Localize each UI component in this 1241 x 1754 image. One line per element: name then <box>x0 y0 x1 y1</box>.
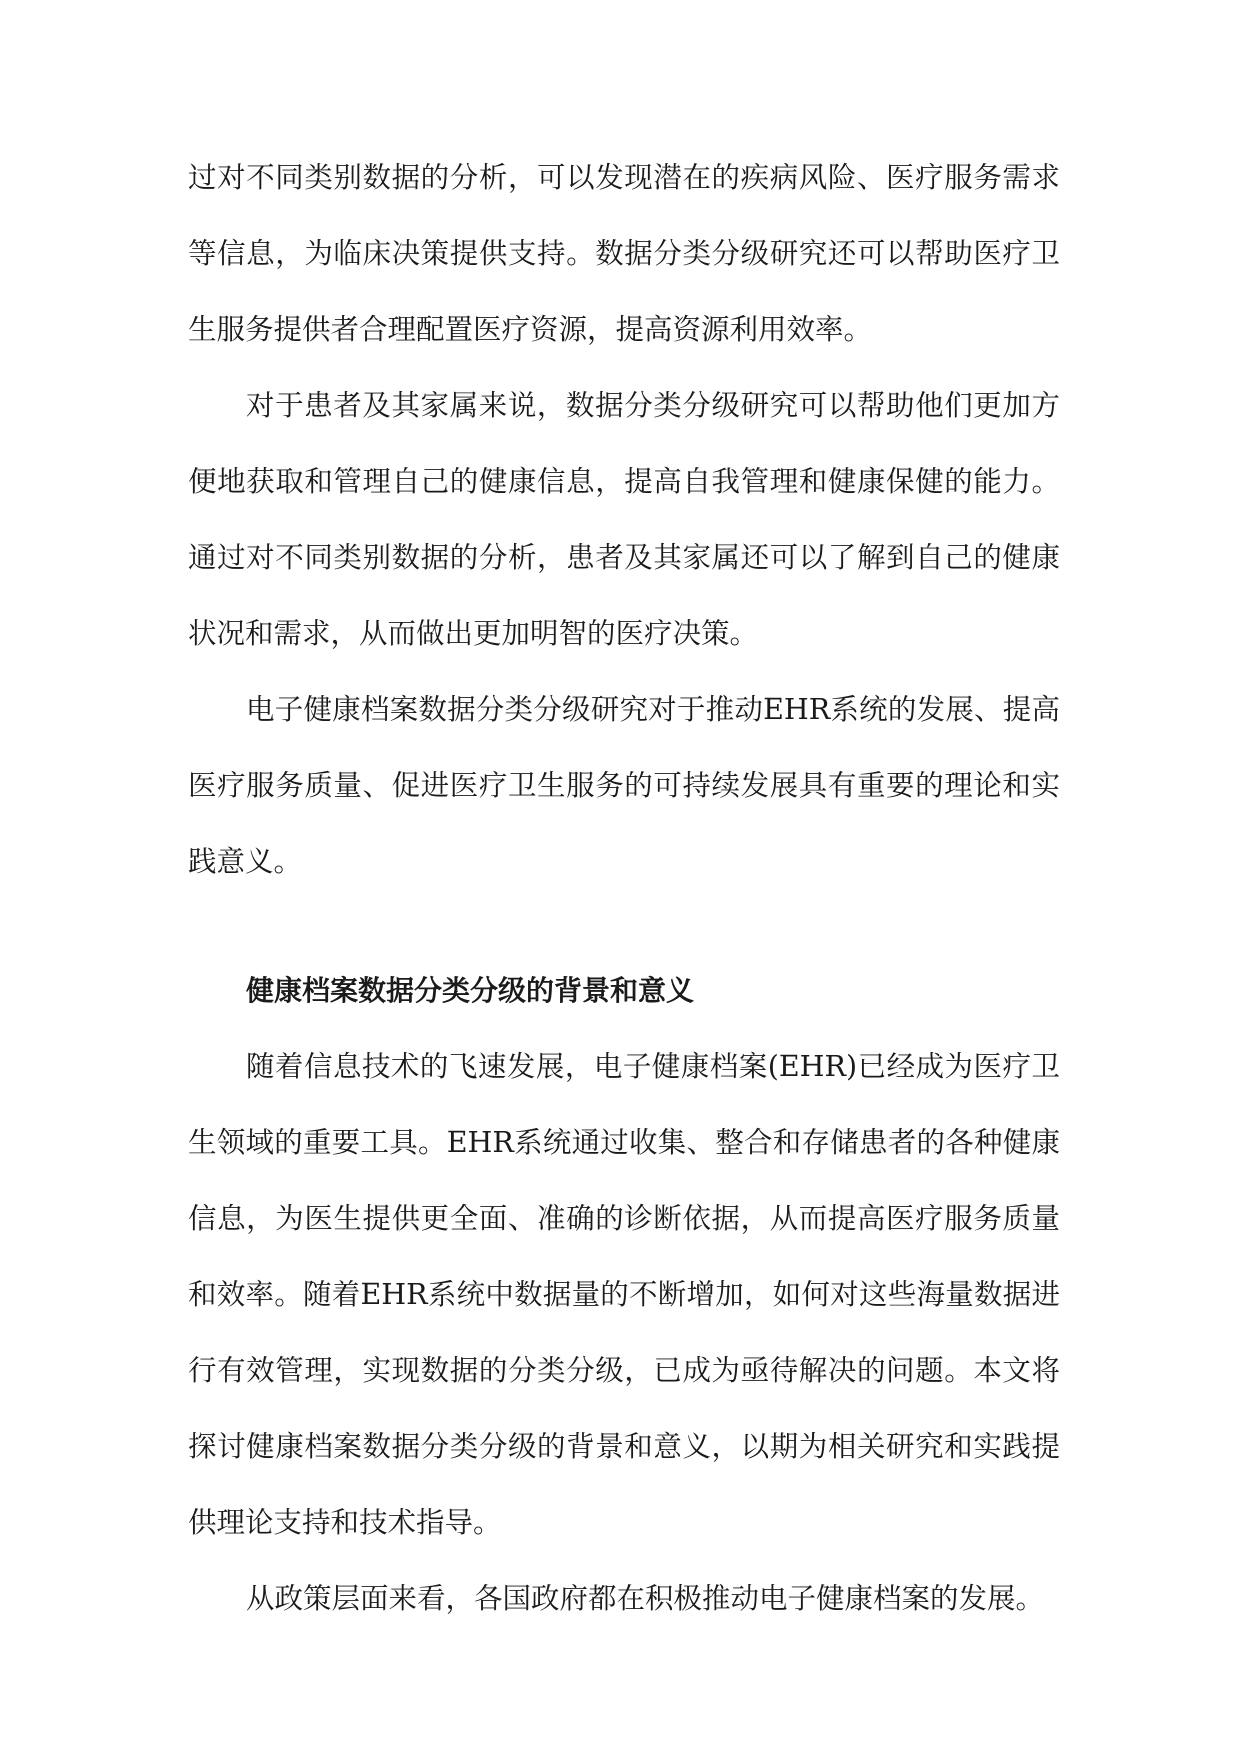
paragraph-background: 随着信息技术的飞速发展，电子健康档案(EHR)已经成为医疗卫生领域的重要工具。EHR系统通过收集、整合和存储患者的各种健康信息，为医生提供更全面、准确的诊断依据，从而提高医疗服务质量和效率。随着EHR系统中数据量的不断增加，如何对这些海量数据进行有效管理，实现数据的分类分级，已成为亟待解决的问题。本文将探讨健康档案数据分类分级的背景和意义，以期为相关研究和实践提供理论支持和技术指导。 <box>188 1050 1060 1539</box>
section-gap <box>188 900 1060 953</box>
section-heading: 健康档案数据分类分级的背景和意义 <box>246 974 695 1007</box>
paragraph-policy: 从政策层面来看，各国政府都在积极推动电子健康档案的发展。 <box>246 1582 1045 1615</box>
document-body <box>188 140 1060 1637</box>
paragraph-significance: 电子健康档案数据分类分级研究对于推动EHR系统的发展、提高医疗服务质量、促进医疗卫生服务的可持续发展具有重要的理论和实践意义。 <box>188 693 1060 878</box>
paragraph-patients: 对于患者及其家属来说，数据分类分级研究可以帮助他们更加方便地获取和管理自己的健康信息，提高自我管理和健康保健的能力。通过对不同类别数据的分析，患者及其家属还可以了解到自己的健康状况和需求，从而做出更加明智的医疗决策。 <box>188 389 1060 650</box>
paragraph-continuation: 过对不同类别数据的分析，可以发现潜在的疾病风险、医疗服务需求等信息，为临床决策提供支持。数据分类分级研究还可以帮助医疗卫生服务提供者合理配置医疗资源，提高资源利用效率。 <box>188 161 1060 346</box>
